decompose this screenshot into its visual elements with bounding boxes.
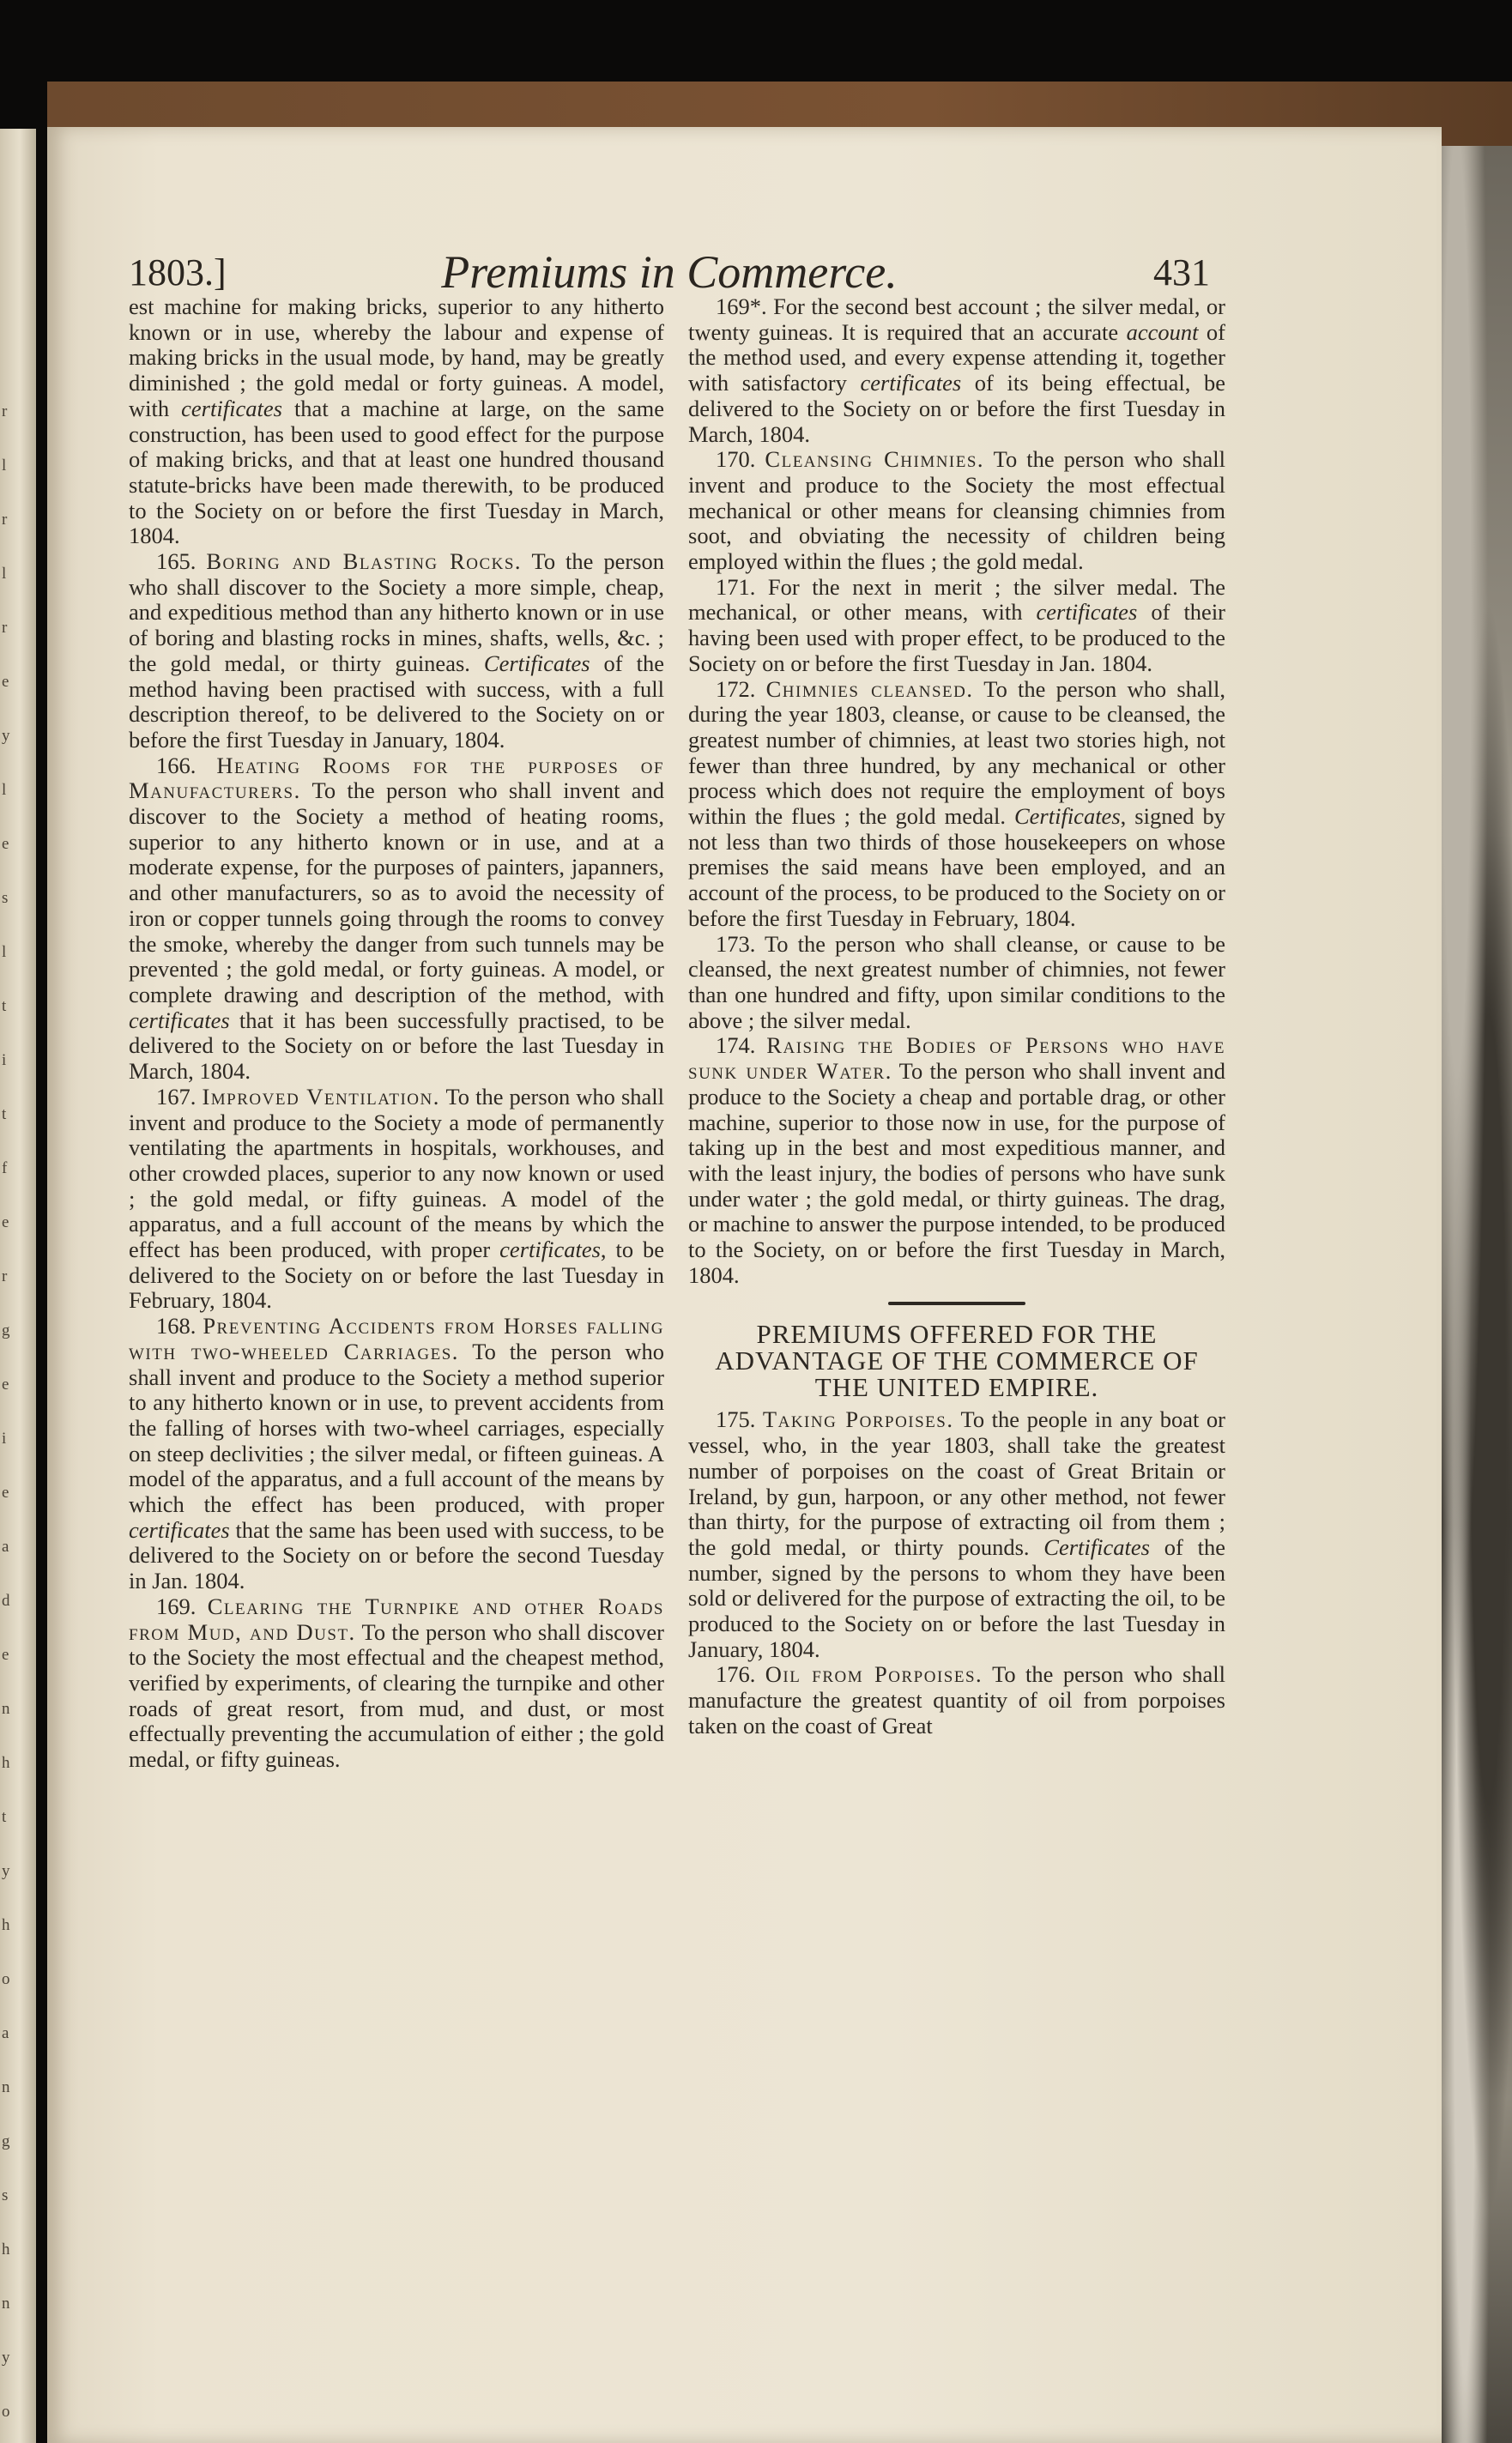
premium-173: 173. To the person who shall cleanse, or cause to be cleansed, the next greatest number of chimnies, not fewer than one hundred and fifty, upon similar conditions to the above ; the silver medal.: [688, 930, 1225, 1033]
section-divider: [888, 1302, 1025, 1305]
margin-letter: e: [2, 1213, 9, 1231]
margin-letter: g: [2, 2132, 10, 2150]
margin-letter: i: [2, 1430, 7, 1448]
premium-175: 175. Taking Porpoises. To the people in any boat or vessel, who, in the year 1803, shall take the greatest number of porpoises on the coast of Great Britain or Ireland, by gun, harpoon, or any other method, not fewer than thirty, for the purpose of extracting oil from them ; the gold medal, or thirty pounds. Certificates of the number, signed by the persons to whom they have been sold or delivered for the purpose of extracting the oil, to be produced to the Society on or before the last Tuesday in January, 1804.: [688, 1406, 1225, 1662]
right-column: [688, 294, 1225, 1739]
premium-172: 172. Chimnies cleansed. To the person who shall, during the year 1803, cleanse, or cause to be cleansed, the greatest number of chimnies, at least two stories high, not fewer than three hundred, by any mechanical or other process which does not require the employment of boys within the flues ; the gold medal. Certificates, signed by not less than two thirds of those housekeepers on whose premises the said means have been employed, and an account of the process, to be produced to the Society on or before the first Tuesday in February, 1804.: [688, 675, 1226, 931]
premium-165: 165. Boring and Blasting Rocks. To the person who shall discover to the Society a more simple, cheap, and expeditious method than any hitherto known or in use of boring and blasting rocks in mines, shafts, wells, &c. ; the gold medal, or thirty guineas. Certificates of the method having been practised with success, with a full description thereof, to be delivered to the Society on or before the first Tuesday in January, 1804.: [129, 548, 665, 753]
margin-letter: n: [2, 2295, 10, 2313]
margin-letter: h: [2, 2240, 10, 2259]
margin-letter: s: [2, 2186, 9, 2204]
page-date: 1803.]: [129, 251, 227, 293]
premium-169-star: 169*. For the second best account ; the silver medal, or twenty guineas. It is required that an accurate account of the method used, and every expense attending it, together with satisfactory certificates of its being effectual, be delivered to the Society on or before the first Tuesday in March, 1804.: [688, 293, 1226, 447]
margin-letter: e: [2, 1484, 9, 1502]
margin-letter: o: [2, 1970, 10, 1988]
margin-letter: l: [2, 565, 7, 583]
premium-166: 166. Heating Rooms for the purposes of Manufacturers. To the person who shall invent and discover to the Society a method of heating rooms, superior to any hitherto known or in use, and at a moderate expense, for the purposes of painters, japanners, and other manufacturers, so as to avoid the necessity of iron or copper tunnels going through the rooms to convey the smoke, whereby the danger from such tunnels may be prevented ; the gold medal, or forty guineas. A model, or complete drawing and description of the method, with certificates that it has been successfully practised, to be delivered to the Society on or before the last Tuesday in March, 1804.: [129, 752, 665, 1085]
margin-letter: a: [2, 1538, 9, 1556]
section-heading: PREMIUMS OFFERED FOR THE ADVANTAGE OF THE COMMERCE OF THE UNITED EMPIRE.: [715, 1319, 1199, 1403]
margin-letter: i: [2, 1051, 7, 1069]
premium-169: 169. Clearing the Turnpike and other Roads from Mud, and Dust. To the person who shall discover to the Society the most effectual and the cheapest method, verified by experiments, of clearing the turnpike and other roads of great resort, from mud, and dust, or most effectually preventing the accumulation of either ; the gold medal, or fifty guineas.: [129, 1593, 664, 1773]
premium-168: 168. Preventing Accidents from Horses falling with two-wheeled Carriages. To the person who shall invent and produce to the Society a method superior to any hitherto known or in use, to prevent accidents from the falling of horses with two-wheel carriages, especially on steep declivities ; the silver medal, or fifteen guineas. A model of the apparatus, and a full account of the means by which the effect has been produced, with proper certificates that the same has been used with success, to be delivered to the Society on or before the second Tuesday in Jan. 1804.: [129, 1313, 665, 1594]
marbled-edge: [1433, 146, 1512, 2443]
premium-170: 170. Cleansing Chimnies. To the person who shall invent and produce to the Society the most effectual mechanical or other means for cleansing chimnies from soot, and obviating the necessity of children being employed within the flues ; the gold medal.: [688, 446, 1225, 575]
margin-letter: r: [2, 1267, 8, 1285]
margin-letter: e: [2, 1376, 9, 1394]
margin-letter: t: [2, 997, 7, 1015]
margin-letter: r: [2, 511, 8, 529]
margin-letter: d: [2, 1592, 10, 1610]
margin-letter: s: [2, 889, 9, 907]
margin-letter: t: [2, 1808, 7, 1826]
premium-171: 171. For the next in merit ; the silver medal. The mechanical, or other means, with certificates of their having been used with proper effect, to be produced to the Society on or before the first Tuesday in Jan. 1804.: [688, 573, 1226, 676]
margin-letter: a: [2, 2024, 9, 2042]
margin-letter: n: [2, 2078, 10, 2096]
margin-letter: l: [2, 781, 7, 799]
margin-letter: h: [2, 1754, 10, 1772]
margin-letter: r: [2, 619, 8, 637]
page-title: Premiums in Commerce.: [441, 246, 898, 298]
margin-letter: e: [2, 1646, 9, 1664]
margin-letter: g: [2, 1321, 10, 1339]
margin-letter: e: [2, 835, 9, 853]
left-column: [129, 294, 664, 1773]
margin-letter: n: [2, 1700, 10, 1718]
margin-letter: y: [2, 727, 10, 745]
margin-letter: f: [2, 1159, 8, 1177]
margin-letter: l: [2, 943, 7, 961]
premium-167: 167. Improved Ventilation. To the person who shall invent and produce to the Society a mode of permanently ventilating the apartments in hospitals, workhouses, and other crowded places, superior to any now known or used ; the gold medal, or fifty guineas. A model of the apparatus, and a full account of the means by which the effect has been produced, with proper certificates, to be delivered to the Society on or before the last Tuesday in February, 1804.: [129, 1083, 665, 1314]
margin-letter: h: [2, 1916, 10, 1934]
margin-letter: t: [2, 1105, 7, 1123]
premium-174: 174. Raising the Bodies of Persons who have sunk under Water. To the person who shall invent and produce to the Society a cheap and portable drag, or other machine, superior to those now in use, for the purpose of taking up in the best and most expeditious manner, and with the least injury, the bodies of persons who have sunk under water ; the gold medal, or thirty guineas. The drag, or machine to answer the purpose intended, to be produced to the Society, on or before the first Tuesday in March, 1804.: [688, 1032, 1225, 1288]
facing-page-edge: [0, 129, 36, 2443]
page-number: 431: [1153, 251, 1210, 293]
margin-letter: o: [2, 2403, 10, 2421]
premium-164-continued: est machine for making bricks, superior to any hitherto known or in use, whereby the labour and expense of making bricks in the usual mode, by hand, may be greatly diminished ; the gold medal or forty guineas. A model, with certificates that a machine at large, on the same construction, has been used to good effect for the purpose of making bricks, and that at least one hundred thousand statute-bricks have been made therewith, to be produced to the Society on or before the first Tuesday in March, 1804.: [129, 293, 664, 549]
margin-letter: y: [2, 1862, 10, 1880]
margin-letter: l: [2, 457, 7, 475]
margin-letter: r: [2, 402, 8, 420]
margin-letter: y: [2, 2349, 10, 2367]
premium-176: 176. Oil from Porpoises. To the person who shall manufacture the greatest quantity of oil from porpoises taken on the coast of Great: [688, 1661, 1225, 1739]
margin-letter: e: [2, 673, 9, 691]
